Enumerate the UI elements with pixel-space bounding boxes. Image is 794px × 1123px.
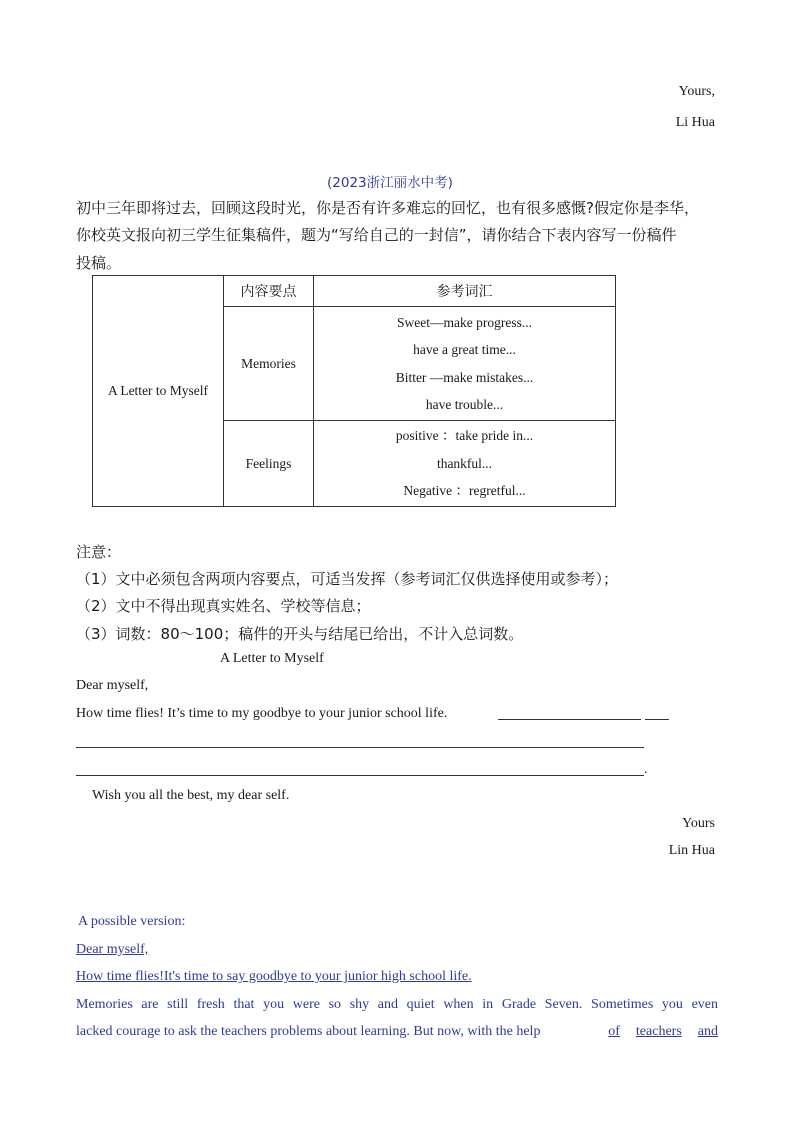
vocab-item: positive ：take pride in... (395, 428, 534, 444)
writing-line[interactable] (76, 775, 644, 776)
vocab-item: have a great time... (413, 342, 516, 357)
table-title-cell (93, 276, 224, 507)
answer-paragraph-line-1: Memories are still fresh that you were so shy and quiet when in Grade Seven. Sometimes you even (76, 997, 718, 1012)
table-title: A Letter to Myself (107, 383, 209, 398)
vocab-item: Bitter —make mistakes... (395, 369, 534, 385)
prompt-line-1: 初中三年即将过去，回顾这段时光，你是否有许多难忘的回忆，也有很多感慨?假定你是李华， (76, 199, 699, 217)
answer-underlined-word: of (608, 1024, 620, 1039)
letter-sign-name: Lin Hua (668, 843, 715, 858)
memories-vocab (314, 307, 616, 421)
answer-label: A possible version: (78, 914, 186, 929)
letter-title: A Letter to Myself (220, 651, 324, 666)
answer-text: lacked courage to ask the teachers problems about learning. But now, with the help (76, 1024, 541, 1039)
header-vocab: 参考词汇 (314, 276, 616, 307)
row-label-memories: Memories (224, 307, 314, 421)
reference-table (92, 275, 616, 507)
prompt-line-3: 投稿。 (76, 254, 122, 272)
vocab-item: Negative ：regretful... (403, 483, 526, 499)
answer-greeting: Dear myself, (76, 942, 149, 957)
writing-blank[interactable] (645, 719, 669, 720)
vocab-item: have trouble... (425, 397, 504, 412)
feelings-vocab (314, 421, 616, 507)
answer-underlined-word: teachers (635, 1024, 682, 1039)
note-item: （3）词数：80～100；稿件的开头与结尾已给出，不计入总词数。 (76, 625, 524, 643)
top-signature-name: Li Hua (675, 115, 715, 130)
letter-sign-closing: Yours (682, 816, 715, 831)
letter-opening: How time flies! It’s time to my goodbye to your junior school life. (76, 706, 448, 721)
answer-underlined-word: and (697, 1024, 718, 1039)
answer-underlined-group (608, 1024, 718, 1040)
writing-line[interactable] (76, 747, 644, 748)
answer-paragraph-line-2 (76, 1024, 718, 1040)
writing-blank[interactable] (498, 719, 641, 720)
letter-closing-sentence: Wish you all the best, my dear self. (92, 788, 290, 803)
answer-opening: How time flies!It's time to say goodbye to your junior high school life. (76, 969, 472, 984)
vocab-item: thankful... (436, 455, 493, 471)
letter-greeting: Dear myself, (76, 678, 149, 693)
exam-source: (2023浙江丽水中考) (327, 175, 453, 191)
header-points: 内容要点 (224, 276, 314, 307)
row-label-feelings: Feelings (224, 421, 314, 507)
line-end-period: . (644, 762, 648, 777)
notes-heading: 注意： (76, 543, 122, 561)
note-item: （1）文中必须包含两项内容要点，可适当发挥（参考词汇仅供选择使用或参考）； (76, 570, 619, 588)
top-closing: Yours, (678, 84, 715, 99)
note-item: （2）文中不得出现真实姓名、学校等信息； (76, 597, 371, 615)
prompt-line-2: 你校英文报向初三学生征集稿件，题为“写给自己的一封信”，请你结合下表内容写一份稿件 (76, 226, 677, 244)
vocab-item: Sweet—make progress... (397, 314, 532, 330)
